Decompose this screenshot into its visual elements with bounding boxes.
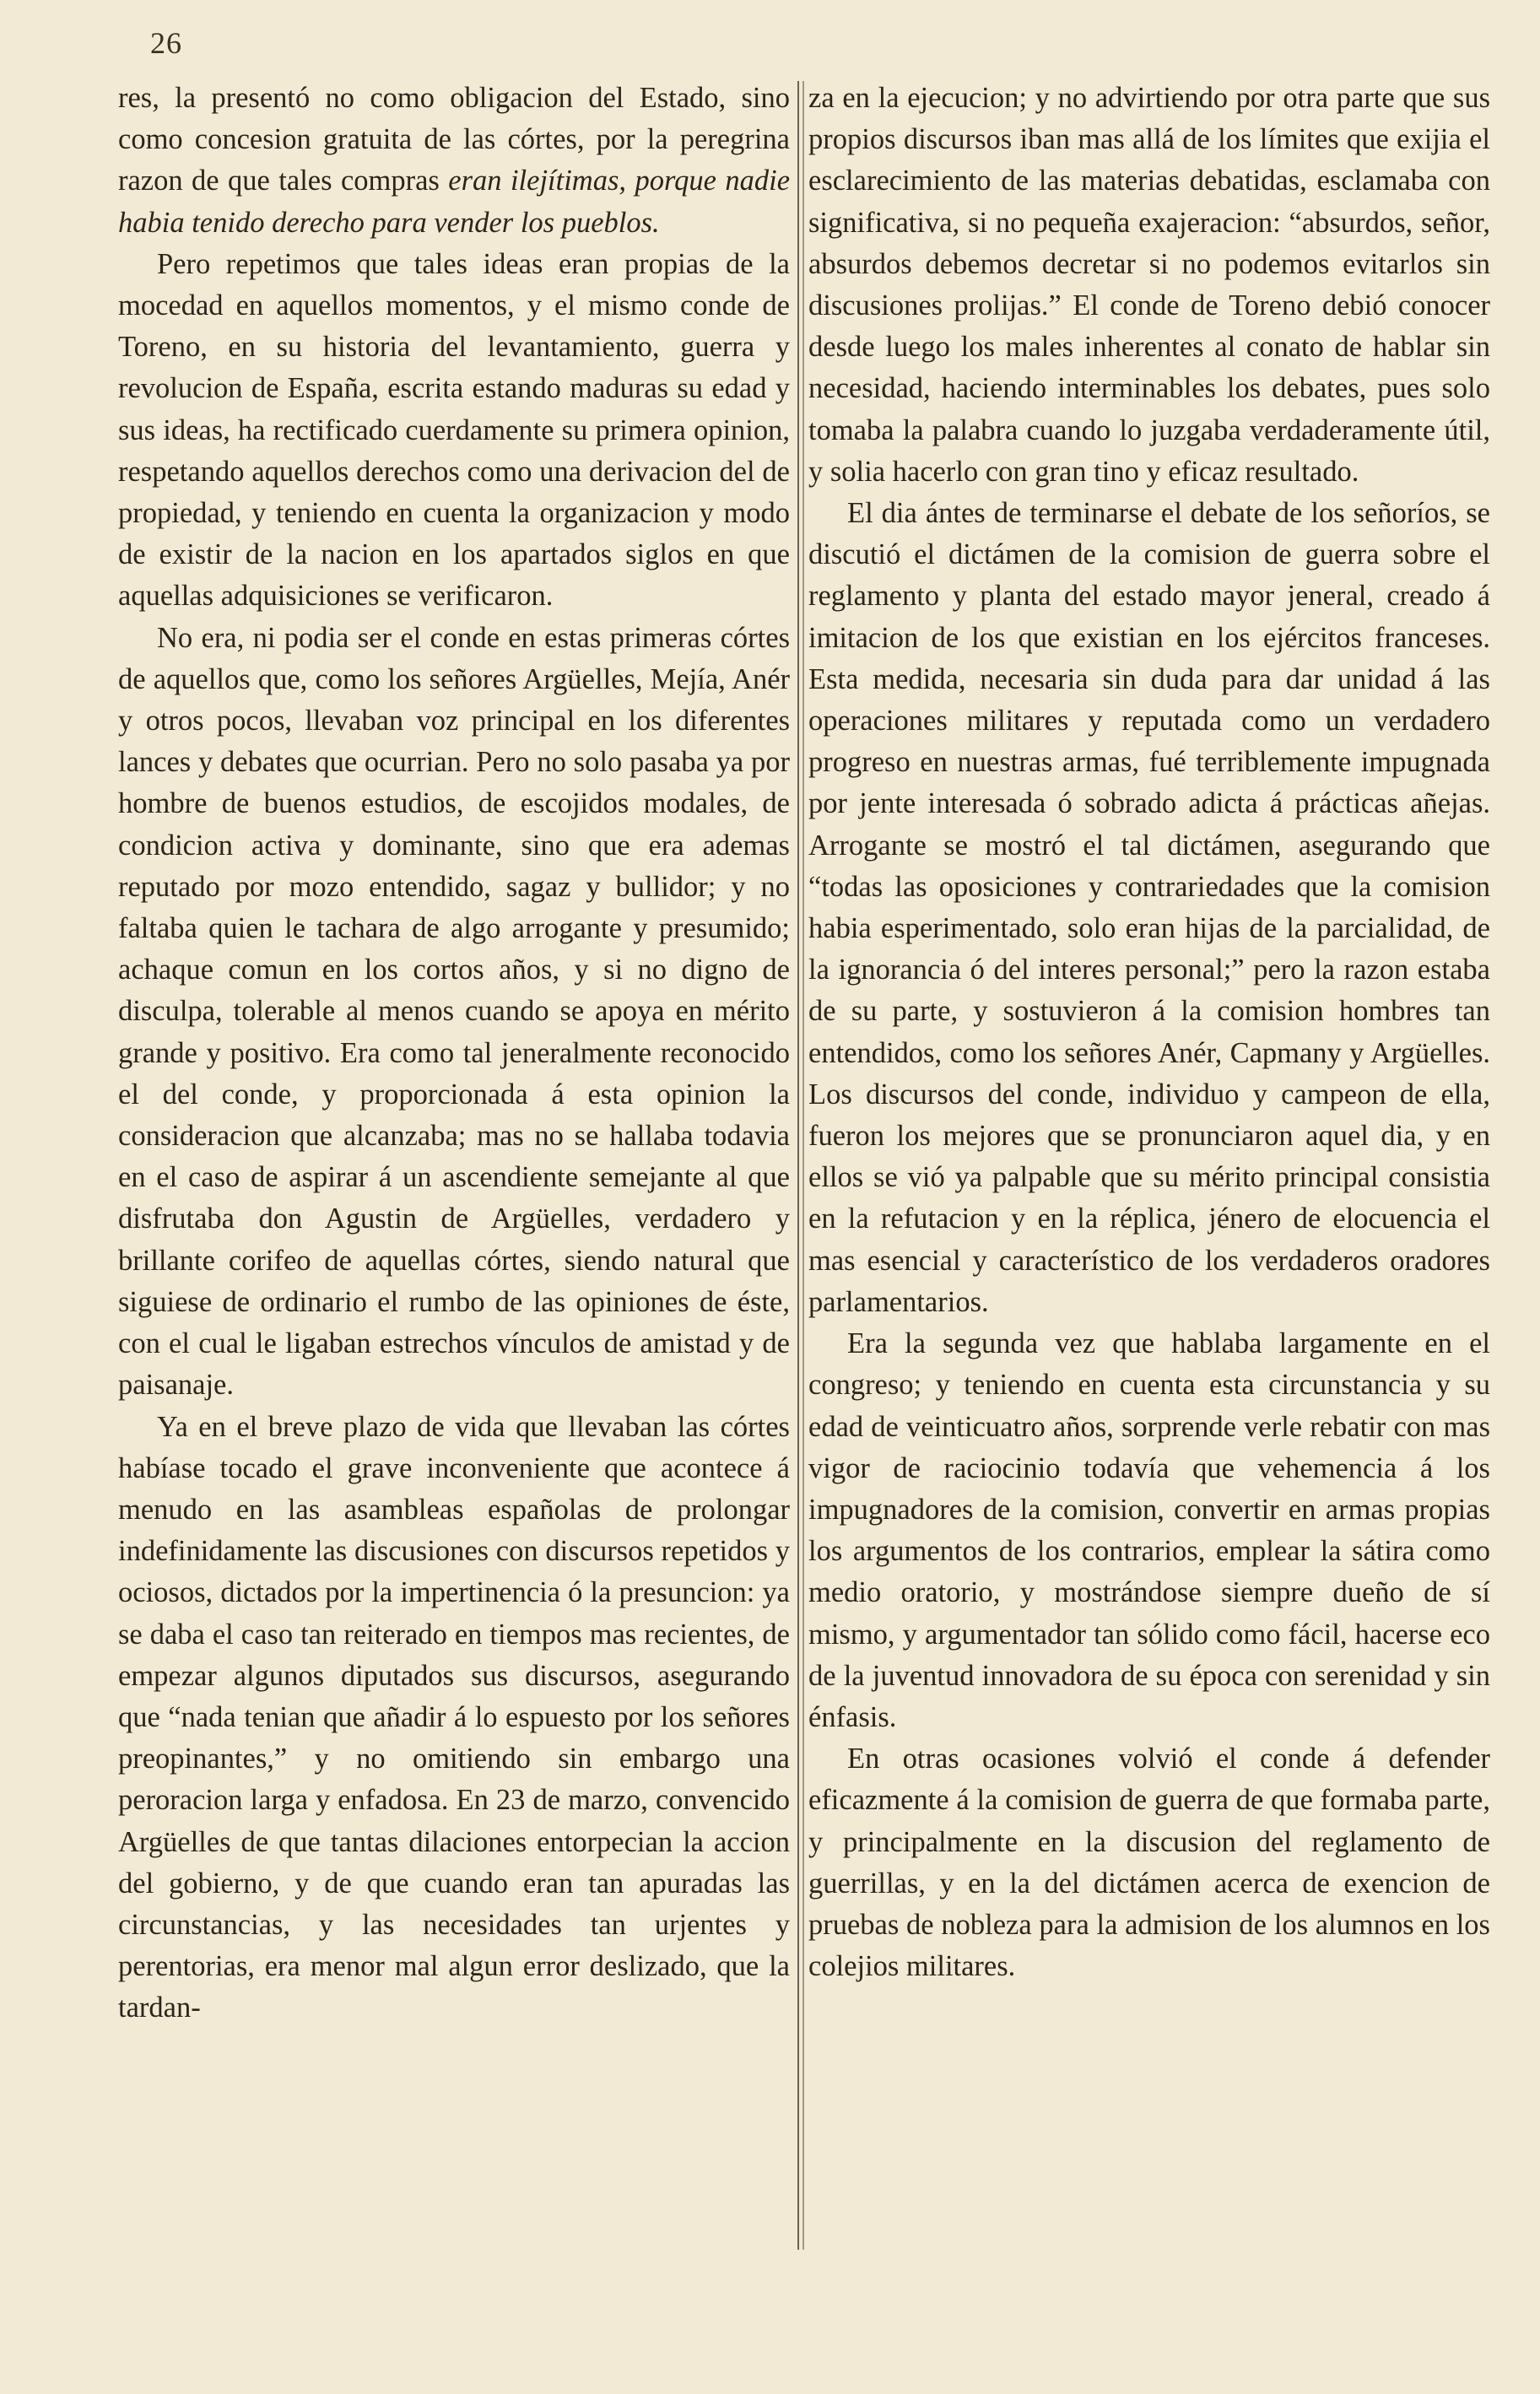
right-paragraph-2: El dia ántes de terminarse el debate de los señoríos, se discutió el dictámen de la comision de guerra sobre el reglamento y planta del estado mayor jeneral, creado á imitacion de los que existian en los ejércitos franceses. Esta medida, necesaria sin duda para dar unidad á las operaciones militares y reputada como un verdadero progreso en nuestras armas, fué terriblemente impugnada por jente interesada ó sobrado adicta á prácticas añejas. Arrogante se mostró el tal dictámen, asegurando que “todas las oposiciones y contrariedades que la comision habia esperimentado, solo eran hijas de la parcialidad, de la ignorancia ó del interes personal;” pero la razon estaba de su parte, y sostuvieron á la comision hombres tan entendidos, como los señores Anér, Capmany y Argüelles. Los discursos del conde, individuo y campeon de ella, fueron los mejores que se pronunciaron aquel dia, y en ellos se vió ya palpable que su mérito principal consistia en la refutacion y en la réplica, jénero de elocuencia el mas esencial y característico de los verdaderos oradores parlamentarios. [808,497,1490,1318]
page-number: 26 [150,26,182,60]
column-divider [797,81,799,2250]
left-paragraph-1-text: res, la presentó no como obligacion del Estado, sino como concesion gratuita de las córtes, por la peregrina razon de que tales compras [118,82,790,197]
left-paragraph-3: No era, ni podia ser el conde en estas primeras córtes de aquellos que, como los señores Argüelles, Mejía, Anér y otros pocos, llevaban voz principal en los diferentes lances y debates que ocurrian. Pero no solo pasaba ya por hombre de buenos estudios, de escojidos modales, de condicion activa y dominante, sino que era ademas reputado por mozo entendido, sagaz y bullidor; y no faltaba quien le tachara de algo arrogante y presumido; achaque comun en los cortos años, y si no digno de disculpa, tolerable al menos cuando se apoya en mérito grande y positivo. Era como tal jeneralmente reconocido el del conde, y proporcionada á esta opinion la consideracion que alcanzaba; mas no se hallaba todavia en el caso de aspirar á un ascendiente semejante al que disfrutaba don Agustin de Argüelles, verdadero y brillante corifeo de aquellas córtes, siendo natural que siguiese de ordinario el rumbo de las opiniones de éste, con el cual le ligaban estrechos vínculos de amistad y de paisanaje. [118,621,790,1402]
left-paragraph-2: Pero repetimos que tales ideas eran propias de la mocedad en aquellos momentos, y el mismo conde de Toreno, en su historia del levantamiento, guerra y revolucion de España, escrita estando maduras su edad y sus ideas, ha rectificado cuerdamente su primera opinion, respetando aquellos derechos como una derivacion del de propiedad, y teniendo en cuenta la organizacion y modo de existir de la nacion en los apartados siglos en que aquellas adquisiciones se verificaron. [118,247,790,613]
left-paragraph-1 [118,78,790,244]
right-paragraph-4: En otras ocasiones volvió el conde á defender eficazmente á la comision de guerra de que formaba parte, y principalmente en la discusion del reglamento de guerrillas, y en la del dictámen acerca de exencion de pruebas de nobleza para la admision de los alumnos en los colejios militares. [808,1743,1490,1983]
left-column [118,78,790,2029]
right-column [808,78,1490,1987]
right-paragraph-3: Era la segunda vez que hablaba largamente en el congreso; y teniendo en cuenta esta circunstancia y su edad de veinticuatro años, sorprende verle rebatir con mas vigor de raciocinio todavía que vehemencia á los impugnadores de la comision, convertir en armas propias los argumentos de los contrarios, emplear la sátira como medio oratorio, y mostrándose siempre dueño de sí mismo, y argumentador tan sólido como fácil, hacerse eco de la juventud innovadora de su época con serenidad y sin énfasis. [808,1327,1490,1733]
right-paragraph-1: za en la ejecucion; y no advirtiendo por otra parte que sus propios discursos iban mas allá de los límites que exijia el esclarecimiento de las materias debatidas, esclamaba con significativa, si no pequeña exajeracion: “absurdos, señor, absurdos debemos decretar si no podemos evitarlos sin discusiones prolijas.” El conde de Toreno debió conocer desde luego los males inherentes al conato de hablar sin necesidad, haciendo interminables los debates, pues solo tomaba la palabra cuando lo juzgaba verdaderamente útil, y solia hacerlo con gran tino y eficaz resultado. [808,82,1490,488]
column-divider-secondary [802,81,804,2250]
left-paragraph-1-italic: eran ilejítimas, porque nadie habia tenido derecho para vender los pueblos. [118,165,791,239]
left-paragraph-4: Ya en el breve plazo de vida que llevaban las córtes habíase tocado el grave inconveniente que acontece á menudo en las asambleas españolas de prolongar indefinidamente las discusiones con discursos repetidos y ociosos, dictados por la impertinencia ó la presuncion: ya se daba el caso tan reiterado en tiempos mas recientes, de empezar algunos diputados sus discursos, asegurando que “nada tenian que añadir á lo espuesto por los señores preopinantes,” y no omitiendo sin embargo una peroracion larga y enfadosa. En 23 de marzo, convencido Argüelles de que tantas dilaciones entorpecian la accion del gobierno, y de que cuando eran tan apuradas las circunstancias, y las necesidades tan urjentes y perentorias, era menor mal algun error deslizado, que la tardan- [118,1410,790,2024]
